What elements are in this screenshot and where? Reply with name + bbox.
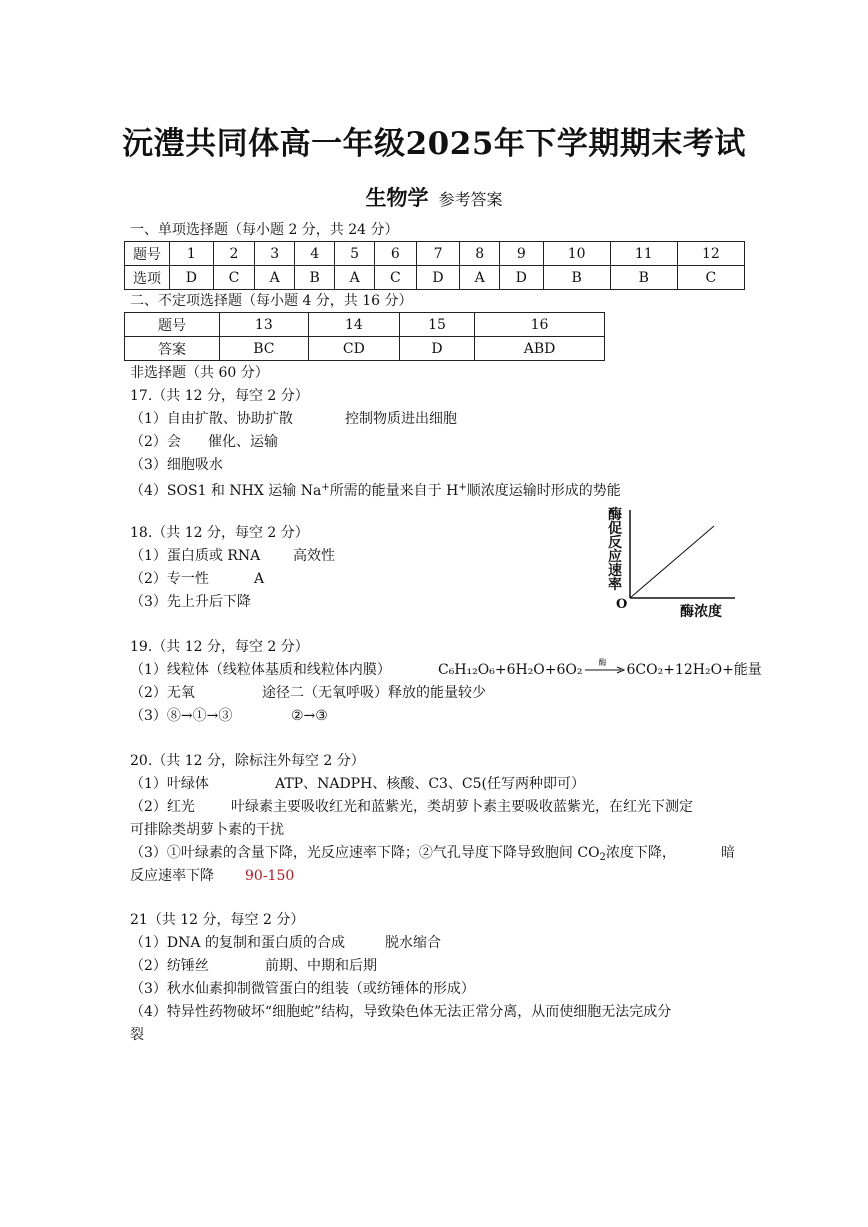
table-cell: B xyxy=(295,266,335,290)
section1-heading: 一、单项选择题（每小题 2 分，共 24 分） xyxy=(130,222,399,238)
row-label: 答案 xyxy=(125,337,220,361)
y-label-char: 率 xyxy=(608,577,622,593)
q17-answer-2a: （2）会 xyxy=(130,434,181,450)
table-cell: 6 xyxy=(374,242,416,266)
table-cell: 13 xyxy=(220,313,309,337)
table-cell: A xyxy=(335,266,375,290)
q17-answer-3: （3）细胞吸水 xyxy=(130,457,223,473)
q19-answer-2a: （2）无氧 xyxy=(130,685,195,701)
row-label: 题号 xyxy=(125,242,170,266)
table-row xyxy=(125,266,745,290)
table-cell: 12 xyxy=(677,242,744,266)
y-label-char: 反 xyxy=(608,535,622,551)
table-cell: 7 xyxy=(416,242,460,266)
q19-answer-2b: 途径二（无氧呼吸）释放的能量较少 xyxy=(262,685,486,701)
section3-heading: 非选择题（共 60 分） xyxy=(130,365,269,381)
q21-heading: 21（共 12 分，每空 2 分） xyxy=(130,912,305,928)
table-cell: C xyxy=(677,266,744,290)
subject-note: 参考答案 xyxy=(438,190,503,209)
q21-answer-2b: 前期、中期和后期 xyxy=(265,958,377,974)
q17-heading: 17.（共 12 分，每空 2 分） xyxy=(130,388,309,404)
table-cell: 8 xyxy=(460,242,500,266)
table-cell: D xyxy=(416,266,460,290)
table-cell: D xyxy=(400,337,475,361)
q18-answer-1b: 高效性 xyxy=(293,548,335,564)
q21-answer-4: （4）特异性药物破坏“细胞蛇”结构，导致染色体无法正常分离，从而使细胞无法完成分 xyxy=(130,1004,672,1020)
q19-heading: 19.（共 12 分，每空 2 分） xyxy=(130,639,309,655)
equation-products: 6CO₂+12H₂O+能量 xyxy=(626,662,762,678)
table-cell: C xyxy=(374,266,416,290)
q17-answer-4c: 顺浓度运输时形成的势能 xyxy=(466,483,621,499)
table-cell: 11 xyxy=(610,242,677,266)
single-choice-table xyxy=(124,241,745,290)
q17-answer-2b: 催化、运输 xyxy=(208,434,278,450)
table-cell: 5 xyxy=(335,242,375,266)
table-cell: 4 xyxy=(295,242,335,266)
q21-answer-3: （3）秋水仙素抑制微管蛋白的组装（或纺锤体的形成） xyxy=(130,981,475,997)
q21-answer-2a: （2）纺锤丝 xyxy=(130,958,209,974)
q20-answer-2c: 可排除类胡萝卜素的干扰 xyxy=(130,822,284,838)
arrow-icon xyxy=(583,663,627,677)
q20-answer-3b: 浓度下降， xyxy=(605,845,676,861)
q19-equation xyxy=(438,658,762,679)
table-cell: 2 xyxy=(213,242,255,266)
subtitle xyxy=(0,182,868,212)
q20-answer-1a: （1）叶绿体 xyxy=(130,776,209,792)
q17-answer-4b: 所需的能量来自于 H xyxy=(329,483,459,499)
y-label-char: 酶 xyxy=(608,507,622,523)
q20-heading: 20.（共 12 分，除标注外每空 2 分） xyxy=(130,753,365,769)
q18-heading: 18.（共 12 分，每空 2 分） xyxy=(130,525,309,541)
q21-answer-5: 裂 xyxy=(130,1027,144,1043)
q21-answer-1b: 脱水缩合 xyxy=(385,935,441,951)
q17-answer-4 xyxy=(130,479,621,500)
table-cell: B xyxy=(543,266,610,290)
q18-answer-2a: （2）专一性 xyxy=(130,571,209,587)
q18-answer-1a: （1）蛋白质或 RNA xyxy=(130,548,261,564)
enzyme-concentration-graph xyxy=(600,508,740,623)
subscript-2: 2 xyxy=(599,852,606,863)
q21-answer-1a: （1）DNA 的复制和蛋白质的合成 xyxy=(130,935,345,951)
graph-x-label: 酶浓度 xyxy=(680,604,722,620)
table-cell: A xyxy=(460,266,500,290)
table-cell: 3 xyxy=(255,242,295,266)
table-cell: BC xyxy=(220,337,309,361)
q17-answer-4a: （4）SOS1 和 NHX 运输 Na xyxy=(130,483,322,499)
q17-answer-1a: （1）自由扩散、协助扩散 xyxy=(130,411,293,427)
q17-answer-1b: 控制物质进出细胞 xyxy=(345,411,457,427)
table-cell: 16 xyxy=(475,313,605,337)
graph-origin: O xyxy=(616,597,628,612)
reaction-arrow xyxy=(583,658,627,677)
table-cell: B xyxy=(610,266,677,290)
page-title: 沅澧共同体高一年级2025年下学期期末考试 xyxy=(122,126,746,162)
q20-answer-3a: （3）①叶绿素的含量下降，光反应速率下降；②气孔导度下降导致胞间 CO xyxy=(130,845,600,861)
table-cell: A xyxy=(255,266,295,290)
q20-answer-4b: 90-150 xyxy=(245,868,295,884)
multi-choice-table xyxy=(124,312,605,361)
table-cell: 1 xyxy=(170,242,214,266)
table-cell: 14 xyxy=(308,313,399,337)
table-cell: C xyxy=(213,266,255,290)
q19-answer-3a: （3）⑧→①→③ xyxy=(130,708,233,724)
table-cell: 10 xyxy=(543,242,610,266)
table-cell: 9 xyxy=(499,242,543,266)
superscript-plus: + xyxy=(458,482,467,493)
q19-answer-3b: ②→③ xyxy=(291,708,328,724)
equation-reactants: C₆H₁₂O₆+6H₂O+6O₂ xyxy=(438,662,583,678)
q20-answer-2a: （2）红光 xyxy=(130,799,195,815)
table-cell: CD xyxy=(308,337,399,361)
row-label: 选项 xyxy=(125,266,170,290)
q19-answer-1a: （1）线粒体（线粒体基质和线粒体内膜） xyxy=(130,662,391,678)
table-cell: ABD xyxy=(475,337,605,361)
table-cell: D xyxy=(499,266,543,290)
section2-heading: 二、不定项选择题（每小题 4 分，共 16 分） xyxy=(130,293,413,309)
table-cell: D xyxy=(170,266,214,290)
q20-answer-4a: 反应速率下降 xyxy=(130,868,214,884)
table-row xyxy=(125,313,605,337)
q18-answer-3: （3）先上升后下降 xyxy=(130,594,251,610)
q20-answer-3c: 暗 xyxy=(721,845,735,861)
rate-line xyxy=(630,526,714,598)
y-label-char: 促 xyxy=(608,521,622,537)
subject-title: 生物学 xyxy=(365,185,429,210)
table-row xyxy=(125,337,605,361)
table-cell: 15 xyxy=(400,313,475,337)
table-row xyxy=(125,242,745,266)
y-label-char: 应 xyxy=(608,549,622,565)
q20-answer-3 xyxy=(130,844,676,867)
q20-answer-2b: 叶绿素主要吸收红光和蓝紫光，类胡萝卜素主要吸收蓝紫光，在红光下测定 xyxy=(231,799,693,815)
superscript-plus: + xyxy=(321,482,330,493)
q18-answer-2b: A xyxy=(254,571,265,587)
y-label-char: 速 xyxy=(608,563,622,579)
q20-answer-1b: ATP、NADPH、核酸、C3、C5(任写两种即可） xyxy=(275,776,586,792)
row-label: 题号 xyxy=(125,313,220,337)
arrow-label: 酶 xyxy=(598,658,607,667)
